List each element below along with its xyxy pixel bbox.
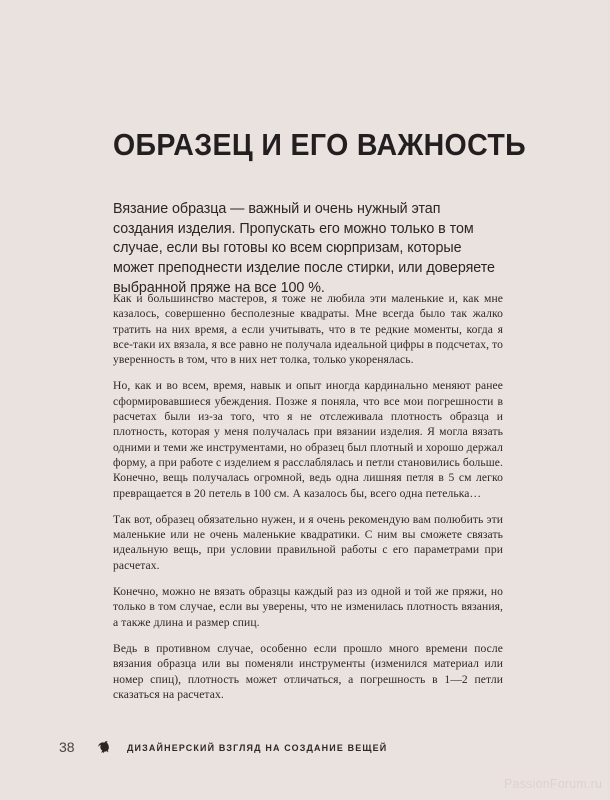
body-paragraph: Ведь в противном случае, особенно если прошло много времени после вязания образца или вы поменяли инструменты (изменился материал или номер спиц), плотность может отличаться, а погрешность в 1—2 петли сказаться на расчетах. bbox=[113, 641, 503, 701]
page-number: 38 bbox=[59, 739, 75, 755]
body-paragraph: Так вот, образец обязательно нужен, и я очень рекомендую вам полюбить эти маленькие или не очень маленькие квадратики. С ним вы сможете связать идеальную вещь, при условии правильной работы с его параметрами при расчетах. bbox=[113, 512, 503, 572]
lead-paragraph: Вязание образца — важный и очень нужный этап создания изделия. Пропускать его можно только в том случае, если вы готовы ко всем сюрпризам, которые может преподнести изделие после стирки, или доверяете выбранной пряже на все 100 %. bbox=[113, 201, 495, 296]
body-text-block bbox=[113, 291, 503, 702]
body-paragraph: Но, как и во всем, время, навык и опыт иногда кардинально меняют ранее сформировавшиеся убеждения. Позже я поняла, что все мои погрешности в расчетах были из-за того, что я не отслеживала плотность образца и плотность, которая у меня получалась при вязании изделия. Я могла вязать одними и теми же инструментами, но образец был плотный и хорошо держал форму, а при работе с изделием я расслаблялась и петли становились больше. Конечно, вещь получалась огромной, ведь одна лишняя петля в 5 см легко превращается в 20 петель в 100 см. А казалось бы, всего одна петелька… bbox=[113, 379, 503, 500]
page-title: ОБРАЗЕЦ И ЕГО ВАЖНОСТЬ bbox=[113, 126, 527, 162]
page-footer bbox=[59, 739, 401, 755]
watermark: PassionForum.ru bbox=[504, 777, 603, 791]
running-head: ДИЗАЙНЕРСКИЙ ВЗГЛЯД НА СОЗДАНИЕ ВЕЩЕЙ bbox=[127, 741, 388, 753]
bird-icon bbox=[97, 740, 119, 754]
body-paragraph: Конечно, можно не вязать образцы каждый раз из одной и той же пряжи, но только в том случае, если вы уверены, что не изменилась плотность вязания, а также длина и размер спиц. bbox=[113, 585, 503, 629]
body-paragraph: Как и большинство мастеров, я тоже не любила эти маленькие и, как мне казалось, совершенно бесполезные квадраты. Мне всегда было так жалко тратить на них время, а если учитывать, что в те редкие моменты, когда я все-таки их вязала, я все равно не получала идеальной цифры в подсчетах, то уверенность в том, что в них нет толка, только укоренялась. bbox=[113, 292, 503, 367]
